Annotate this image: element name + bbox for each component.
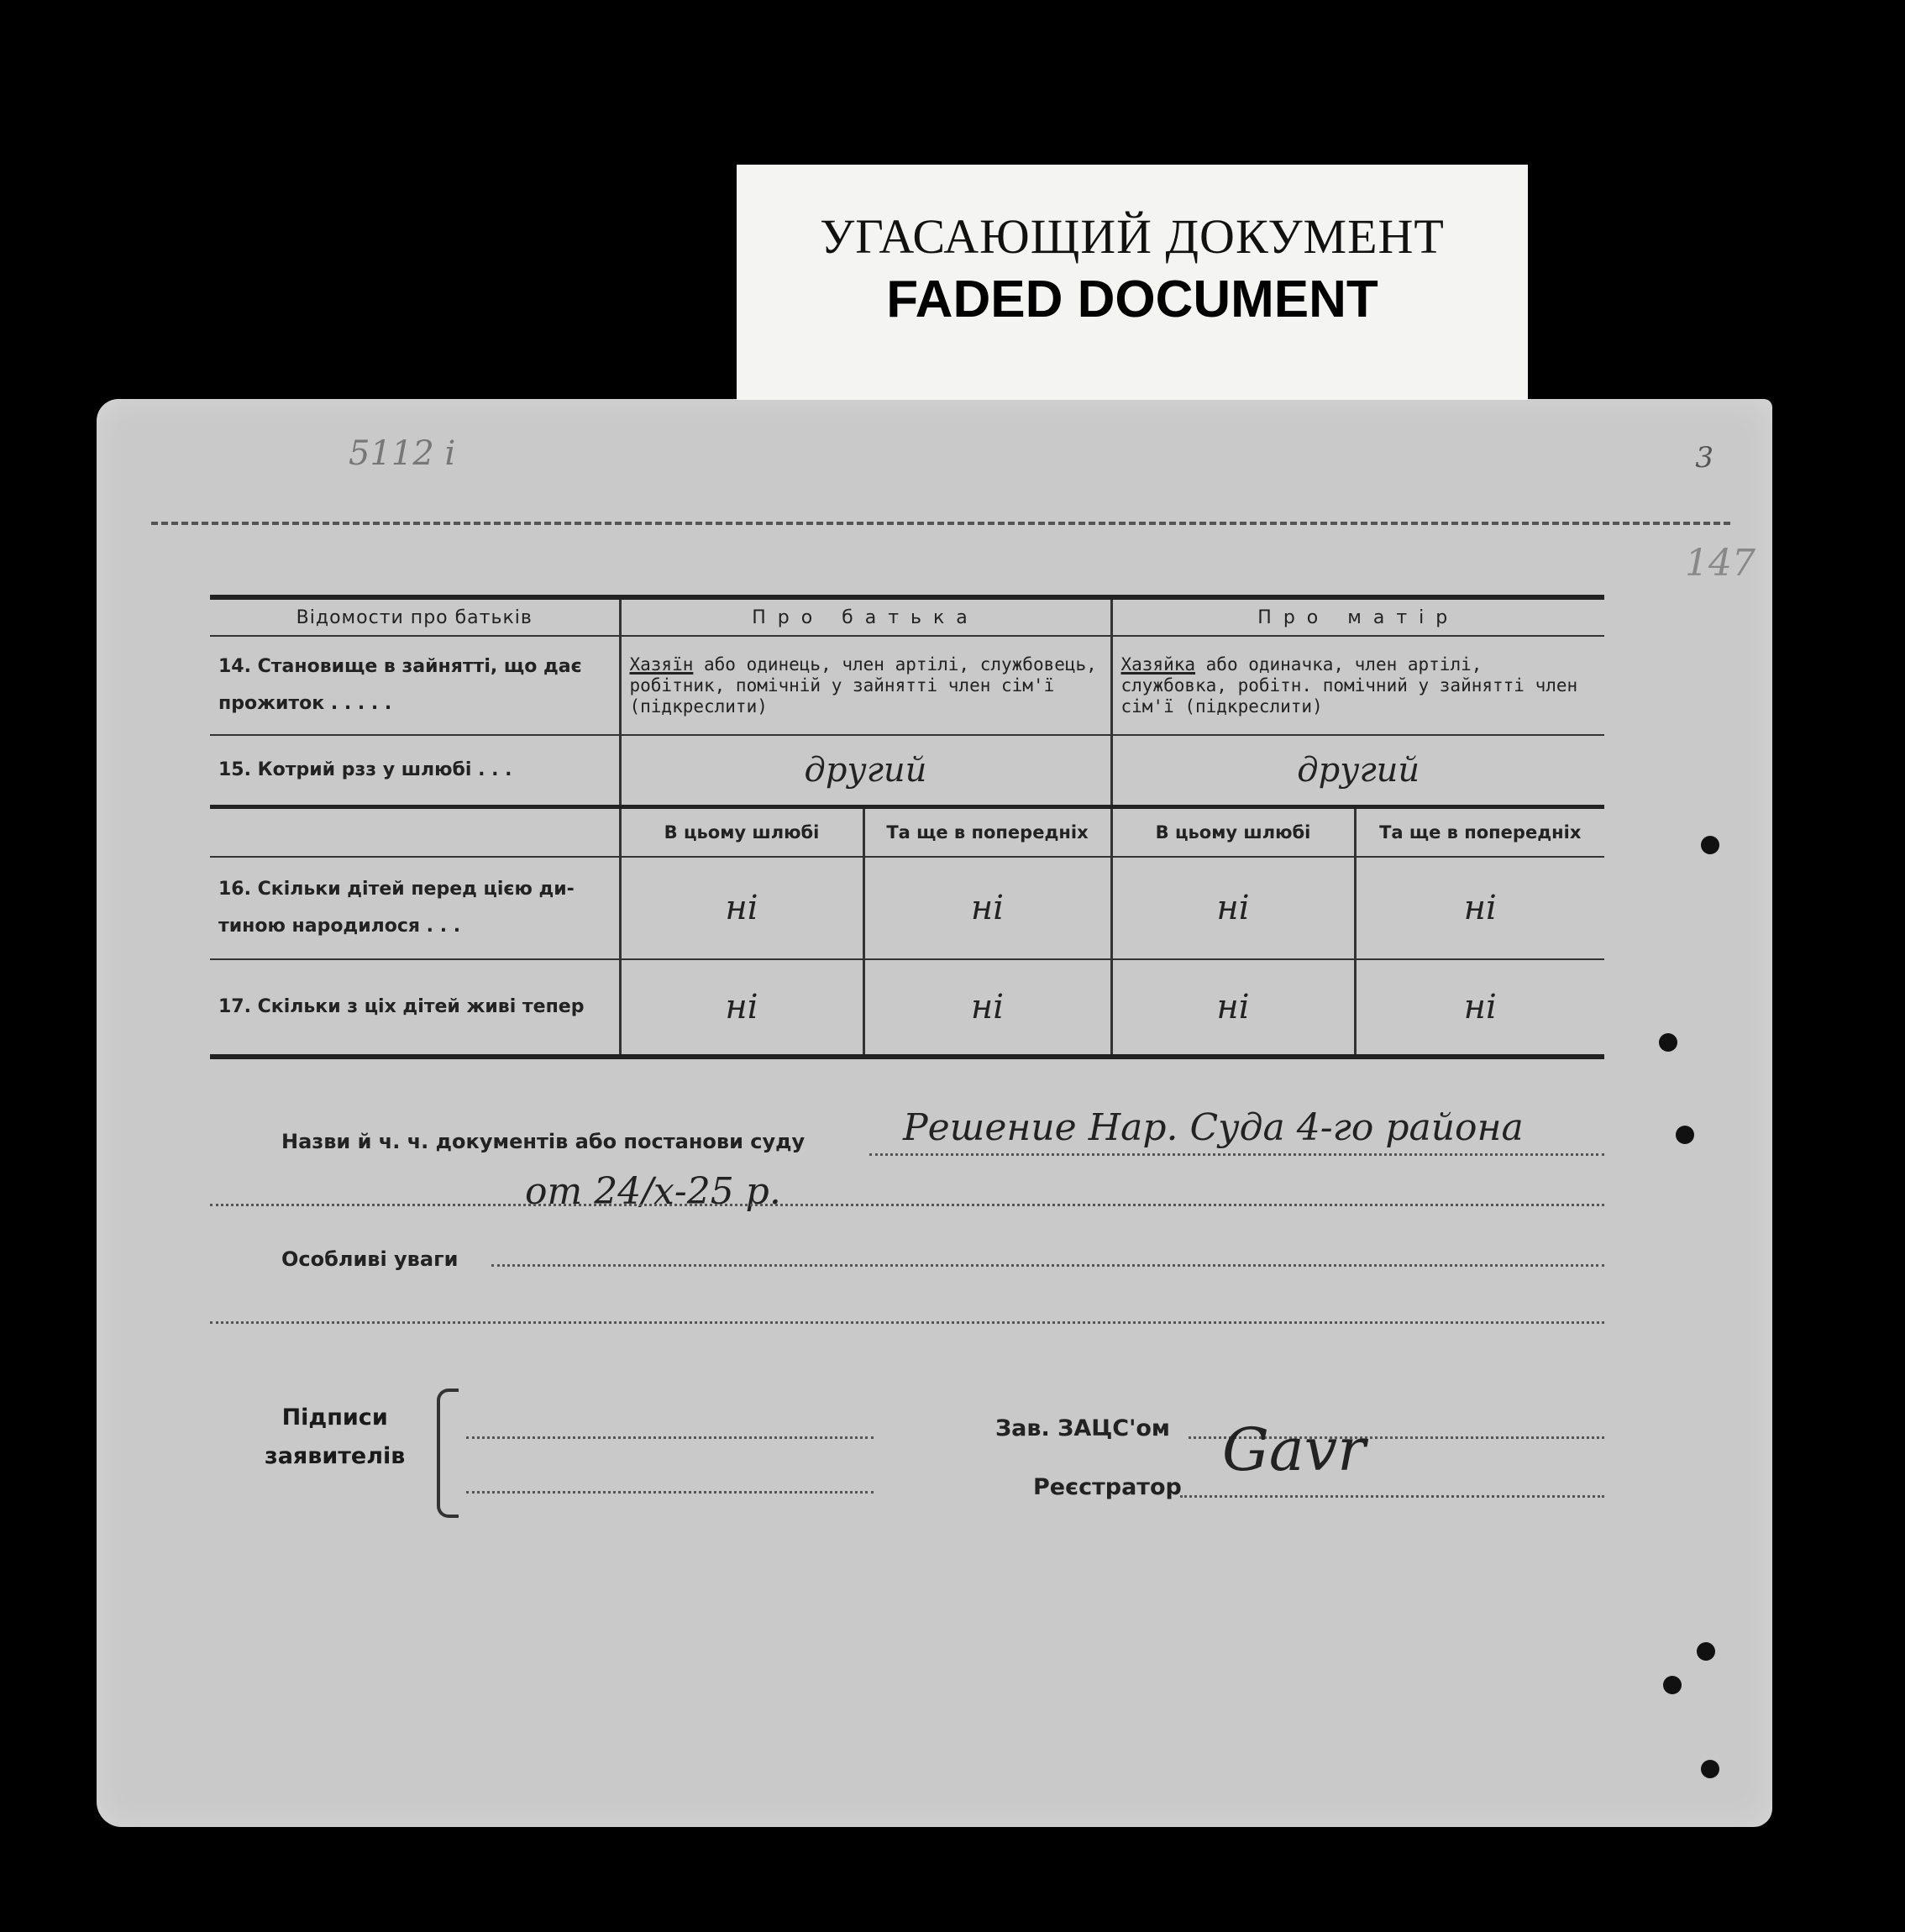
signatures-label-line1: Підписи: [281, 1404, 388, 1431]
subheader-row: [210, 807, 1604, 858]
row16-label: [210, 857, 620, 959]
row14-father-options: [620, 636, 1111, 735]
subheader-mother-prev: Та ще в попередніх: [1355, 807, 1604, 858]
subheader-father-this: В цьому шлюбі: [620, 807, 863, 858]
row17-value: ні: [620, 959, 863, 1057]
subheader-father-prev: Та ще в попередніх: [863, 807, 1111, 858]
punch-hole: [1676, 1126, 1694, 1144]
corner-number-1: 3: [1695, 441, 1713, 475]
applicants-signatures-label: [265, 1399, 405, 1476]
row15-label: 15. Котрий рзз у шлюбі . . .: [210, 735, 620, 807]
subheader-empty: [210, 807, 620, 858]
father-option-rest: або одинець, член артілі, службовець, робітник, помічній у зайнятті член сім'ї (підкреслити): [629, 654, 1097, 717]
row16-label-line2: тиною народилося . . .: [218, 916, 461, 937]
registrar-signature: Gavr: [1222, 1415, 1366, 1484]
header-father: Про батька: [620, 597, 1111, 636]
header-parents-info: Відомости про батьків: [210, 597, 620, 636]
table-header-row: [210, 597, 1604, 636]
applicant-signature-line-2: [466, 1491, 874, 1494]
row17-value: ні: [1355, 959, 1604, 1057]
row15-mother-value: другий: [1111, 735, 1604, 807]
row17-label: 17. Скільки з ціх дітей живі тепер: [210, 959, 620, 1057]
corner-number-2: 147: [1685, 542, 1755, 585]
punch-hole: [1701, 1760, 1719, 1778]
documents-line-2: [210, 1204, 1604, 1206]
row-14: [210, 636, 1604, 735]
mother-underlined-option: Хазяйка: [1120, 654, 1196, 675]
head-of-registry-label: Зав. ЗАЦС'ом: [995, 1415, 1170, 1441]
remarks-label: Особливі уваги: [281, 1247, 459, 1271]
remarks-line-2: [210, 1321, 1604, 1324]
signatures-bracket: [437, 1389, 459, 1518]
punch-hole: [1697, 1642, 1715, 1661]
stamp-english-text: FADED DOCUMENT: [886, 270, 1378, 328]
parents-info-table: [210, 595, 1604, 1059]
row14-mother-options: [1111, 636, 1604, 735]
row-17: [210, 959, 1604, 1057]
row-16: [210, 857, 1604, 959]
mother-option-rest: або одиначка, член артілі, службовка, робітн. помічний у зайнятті член сім'ї (підкреслити): [1120, 654, 1578, 717]
punch-hole: [1663, 1676, 1682, 1694]
perforation-line: [151, 522, 1730, 525]
row16-value: ні: [1355, 857, 1604, 959]
registrar-signature-line: [1180, 1495, 1604, 1498]
row15-father-value: другий: [620, 735, 1111, 807]
documents-value-line1: Решение Нар. Суда 4-го района: [903, 1106, 1524, 1149]
row17-value: ні: [1111, 959, 1355, 1057]
remarks-line-1: [491, 1264, 1604, 1267]
faded-document-stamp: [737, 165, 1528, 400]
row14-label-line1: 14. Становище в зайнятті, що дає: [218, 656, 582, 677]
documents-label: Назви й ч. ч. документів або постанови суду: [281, 1130, 806, 1153]
row17-value: ні: [863, 959, 1111, 1057]
father-underlined-option: Хазяїн: [629, 654, 694, 675]
row14-label-line2: прожиток . . . . .: [218, 693, 392, 714]
row16-label-line1: 16. Скільки дітей перед цією ди-: [218, 879, 575, 900]
header-mother: Про матір: [1111, 597, 1604, 636]
row16-value: ні: [863, 857, 1111, 959]
row16-value: ні: [1111, 857, 1355, 959]
punch-hole: [1659, 1033, 1677, 1052]
subheader-mother-this: В цьому шлюбі: [1111, 807, 1355, 858]
row14-label: [210, 636, 620, 735]
row-15: [210, 735, 1604, 807]
applicant-signature-line-1: [466, 1436, 874, 1439]
top-pencil-note: 5112 і: [349, 434, 456, 473]
punch-hole: [1701, 836, 1719, 854]
documents-line-1: [869, 1153, 1604, 1156]
signatures-label-line2: заявителів: [265, 1443, 406, 1469]
registry-card: [97, 399, 1772, 1827]
stamp-russian-text: УГАСАЮЩИЙ ДОКУМЕНТ: [820, 209, 1445, 264]
registrar-label: Реєстратор: [1033, 1474, 1182, 1500]
row16-value: ні: [620, 857, 863, 959]
documents-value-line2: от 24/х-25 р.: [525, 1170, 781, 1213]
